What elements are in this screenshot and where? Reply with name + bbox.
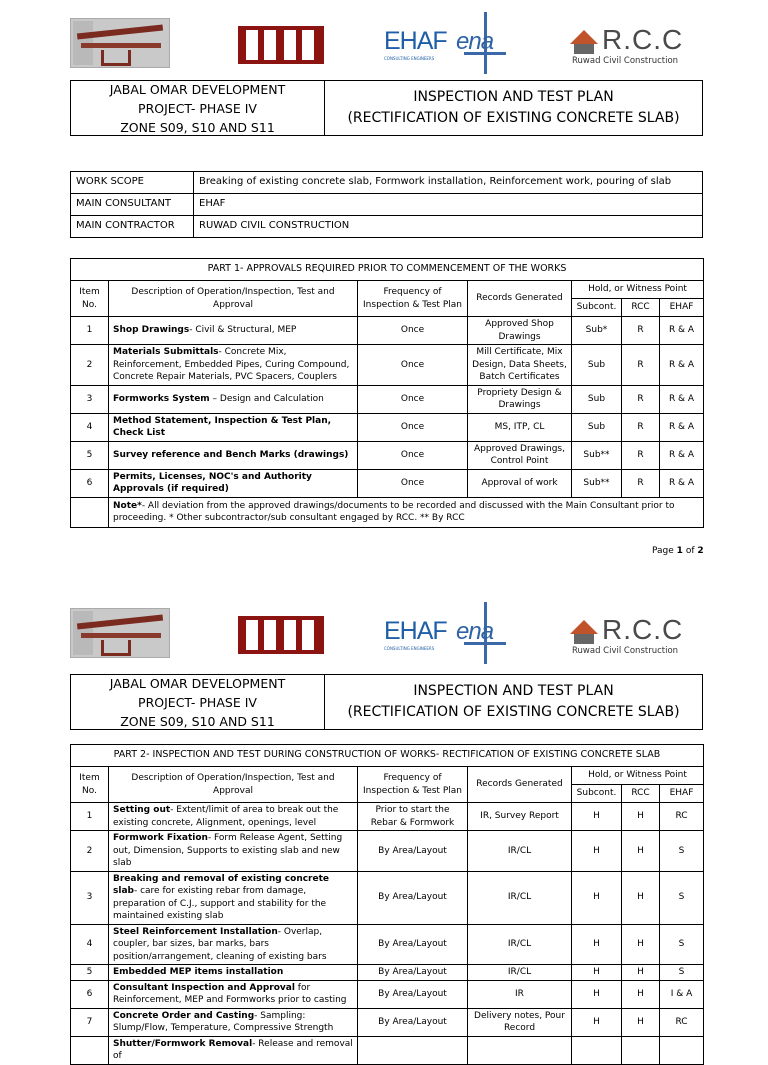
table-row: [71, 803, 704, 831]
table-row: [71, 441, 704, 469]
item-description: Method Statement, Inspection & Test Plan, Check List: [109, 413, 358, 441]
item-records: Approval of work: [468, 469, 572, 497]
item-rcc: H: [622, 871, 660, 924]
item-number: 5: [71, 441, 109, 469]
table-row: [71, 924, 704, 965]
project-info: [71, 675, 325, 729]
item-frequency: By Area/Layout: [358, 924, 468, 965]
col-freq: Frequency of Inspection & Test Plan: [358, 281, 468, 317]
part1-title: PART 1- APPROVALS REQUIRED PRIOR TO COMMENCEMENT OF THE WORKS: [71, 259, 704, 281]
item-rcc: R: [622, 317, 660, 345]
item-number: [71, 1036, 109, 1064]
document-title: [325, 81, 702, 135]
table-row: [71, 871, 704, 924]
document-title-line2: (RECTIFICATION OF EXISTING CONCRETE SLAB): [347, 110, 680, 126]
rcc-logo: R.C.C Ruwad Civil Construction: [572, 24, 684, 66]
note-text: Note*- All deviation from the approved drawings/documents to be recorded and discussed with the Main Consultant prior to proceeding. * Other subcontractor/sub consultant engaged by RCC. ** By RCC: [109, 497, 704, 527]
project-zone: ZONE S09, S10 AND S11: [120, 119, 275, 135]
item-number: 6: [71, 980, 109, 1008]
item-rcc: H: [622, 803, 660, 831]
item-rcc: [622, 1036, 660, 1064]
item-subcont: [572, 1036, 622, 1064]
item-frequency: Once: [358, 385, 468, 413]
item-description: Shop Drawings- Civil & Structural, MEP: [109, 317, 358, 345]
document-page-2: [0, 590, 768, 1061]
item-ehaf: [660, 1036, 704, 1064]
part1-table: [70, 258, 704, 528]
document-title-line1: INSPECTION AND TEST PLAN: [413, 89, 614, 105]
item-description: Concrete Order and Casting- Sampling: Slump/Flow, Temperature, Compressive Strength: [109, 1008, 358, 1036]
item-records: IR/CL: [468, 831, 572, 872]
item-frequency: By Area/Layout: [358, 965, 468, 981]
item-records: MS, ITP, CL: [468, 413, 572, 441]
col-item: Item No.: [71, 767, 109, 803]
item-frequency: Prior to start the Rebar & Formwork: [358, 803, 468, 831]
item-subcont: Sub: [572, 345, 622, 386]
item-ehaf: S: [660, 831, 704, 872]
item-subcont: Sub**: [572, 469, 622, 497]
project-info: [71, 81, 325, 135]
item-rcc: H: [622, 831, 660, 872]
item-records: IR: [468, 980, 572, 1008]
item-rcc: R: [622, 441, 660, 469]
project-zone: ZONE S09, S10 AND S11: [120, 713, 275, 729]
item-ehaf: S: [660, 965, 704, 981]
item-frequency: Once: [358, 345, 468, 386]
project-name: JABAL OMAR DEVELOPMENT: [109, 675, 286, 691]
item-description: Consultant Inspection and Approval for Reinforcement, MEP and Formworks prior to casting: [109, 980, 358, 1008]
item-number: 6: [71, 469, 109, 497]
item-rcc: H: [622, 965, 660, 981]
item-number: 1: [71, 803, 109, 831]
item-ehaf: R & A: [660, 385, 704, 413]
item-subcont: H: [572, 803, 622, 831]
item-number: 7: [71, 1008, 109, 1036]
table-row: [71, 317, 704, 345]
item-number: 1: [71, 317, 109, 345]
item-ehaf: R & A: [660, 469, 704, 497]
item-records: IR/CL: [468, 965, 572, 981]
item-description: Formwork Fixation- Form Release Agent, Setting out, Dimension, Supports to existing slab and new slab: [109, 831, 358, 872]
col-desc: Description of Operation/Inspection, Test and Approval: [109, 281, 358, 317]
hill-logo: [238, 616, 324, 654]
item-ehaf: I & A: [660, 980, 704, 1008]
item-ehaf: R & A: [660, 441, 704, 469]
item-ehaf: R & A: [660, 345, 704, 386]
item-number: 3: [71, 871, 109, 924]
table-row: [71, 831, 704, 872]
item-rcc: R: [622, 413, 660, 441]
col-item: Item No.: [71, 281, 109, 317]
item-frequency: Once: [358, 317, 468, 345]
item-frequency: By Area/Layout: [358, 1008, 468, 1036]
item-rcc: R: [622, 345, 660, 386]
project-name: JABAL OMAR DEVELOPMENT: [109, 81, 286, 97]
table-row: MAIN CONTRACTOR RUWAD CIVIL CONSTRUCTION: [71, 216, 703, 238]
item-description: Setting out- Extent/limit of area to break out the existing concrete, Alignment, openings, level: [109, 803, 358, 831]
item-subcont: H: [572, 965, 622, 981]
table-header: [71, 281, 704, 299]
table-row: [71, 413, 704, 441]
item-ehaf: R & A: [660, 413, 704, 441]
item-subcont: H: [572, 924, 622, 965]
rcc-logo: R.C.C Ruwad Civil Construction: [572, 614, 684, 656]
ehaf-logo: EHAF CONSULTING ENGINEERS: [384, 617, 447, 651]
item-frequency: [358, 1036, 468, 1064]
table-row: [71, 965, 704, 981]
item-description: Permits, Licenses, NOC's and Authority Approvals (if required): [109, 469, 358, 497]
col-rcc: RCC: [622, 785, 660, 803]
document-title-line1: INSPECTION AND TEST PLAN: [413, 683, 614, 699]
item-description: Formworks System – Design and Calculation: [109, 385, 358, 413]
note-row: [71, 497, 704, 527]
col-ehaf: EHAF: [660, 785, 704, 803]
item-records: Delivery notes, Pour Record: [468, 1008, 572, 1036]
item-number: 4: [71, 413, 109, 441]
item-frequency: By Area/Layout: [358, 980, 468, 1008]
item-ehaf: S: [660, 871, 704, 924]
table-row: MAIN CONSULTANT EHAF: [71, 194, 703, 216]
table-row: WORK SCOPE Breaking of existing concrete slab, Formwork installation, Reinforcement work, pouring of slab: [71, 172, 703, 194]
table-row: [71, 345, 704, 386]
col-hold: Hold, or Witness Point: [572, 767, 704, 785]
item-description: Embedded MEP items installation: [109, 965, 358, 981]
col-records: Records Generated: [468, 281, 572, 317]
item-records: [468, 1036, 572, 1064]
col-ehaf: EHAF: [660, 299, 704, 317]
item-subcont: H: [572, 980, 622, 1008]
col-desc: Description of Operation/Inspection, Test and Approval: [109, 767, 358, 803]
item-subcont: Sub: [572, 385, 622, 413]
item-description: Shutter/Formwork Removal- Release and removal of: [109, 1036, 358, 1064]
jabal-omar-logo: [70, 18, 170, 68]
item-records: IR/CL: [468, 924, 572, 965]
scope-table: [70, 171, 703, 238]
item-number: 3: [71, 385, 109, 413]
document-title: [325, 675, 702, 729]
table-header: [71, 767, 704, 785]
item-rcc: R: [622, 385, 660, 413]
title-block: [70, 674, 703, 730]
logo-strip: [70, 10, 702, 72]
col-hold: Hold, or Witness Point: [572, 281, 704, 299]
table-row: [71, 980, 704, 1008]
item-frequency: By Area/Layout: [358, 871, 468, 924]
item-records: IR, Survey Report: [468, 803, 572, 831]
col-subcont: Subcont.: [572, 785, 622, 803]
ena-logo: ena: [452, 12, 518, 74]
item-frequency: Once: [358, 441, 468, 469]
item-records: Approved Shop Drawings: [468, 317, 572, 345]
part2-table: [70, 744, 704, 1065]
item-ehaf: R & A: [660, 317, 704, 345]
item-frequency: By Area/Layout: [358, 831, 468, 872]
item-number: 5: [71, 965, 109, 981]
item-records: Mill Certificate, Mix Design, Data Sheets, Batch Certificates: [468, 345, 572, 386]
item-ehaf: RC: [660, 1008, 704, 1036]
item-description: Survey reference and Bench Marks (drawings): [109, 441, 358, 469]
item-number: 2: [71, 831, 109, 872]
project-phase: PROJECT- PHASE IV: [138, 694, 257, 710]
item-subcont: H: [572, 831, 622, 872]
item-records: Approved Drawings, Control Point: [468, 441, 572, 469]
item-rcc: H: [622, 1008, 660, 1036]
table-row: [71, 469, 704, 497]
ena-logo: ena: [452, 602, 518, 664]
item-subcont: Sub*: [572, 317, 622, 345]
item-frequency: Once: [358, 469, 468, 497]
col-rcc: RCC: [622, 299, 660, 317]
item-ehaf: S: [660, 924, 704, 965]
jabal-omar-logo: [70, 608, 170, 658]
item-frequency: Once: [358, 413, 468, 441]
item-rcc: H: [622, 980, 660, 1008]
table-row: [71, 1008, 704, 1036]
logo-strip: [70, 600, 702, 662]
project-phase: PROJECT- PHASE IV: [138, 100, 257, 116]
hill-logo: [238, 26, 324, 64]
item-records: Propriety Design & Drawings: [468, 385, 572, 413]
document-title-line2: (RECTIFICATION OF EXISTING CONCRETE SLAB): [347, 704, 680, 720]
item-rcc: H: [622, 924, 660, 965]
item-subcont: Sub: [572, 413, 622, 441]
item-subcont: Sub**: [572, 441, 622, 469]
item-description: Materials Submittals- Concrete Mix, Reinforcement, Embedded Pipes, Curing Compound, Concrete Repair Materials, PVC Spacers, Couplers: [109, 345, 358, 386]
item-description: Breaking and removal of existing concrete slab- care for existing rebar from damage, preparation of C.J., support and stability for the maintained existing slab: [109, 871, 358, 924]
item-description: Steel Reinforcement Installation- Overlap, coupler, bar sizes, bar marks, bars position/arrangement, cleaning of existing bars: [109, 924, 358, 965]
table-row: [71, 385, 704, 413]
col-records: Records Generated: [468, 767, 572, 803]
part2-title: PART 2- INSPECTION AND TEST DURING CONSTRUCTION OF WORKS- RECTIFICATION OF EXISTING CONCRETE SLAB: [71, 745, 704, 767]
ehaf-logo: EHAF CONSULTING ENGINEERS: [384, 27, 447, 61]
item-subcont: H: [572, 871, 622, 924]
item-subcont: H: [572, 1008, 622, 1036]
item-ehaf: RC: [660, 803, 704, 831]
item-number: 4: [71, 924, 109, 965]
col-freq: Frequency of Inspection & Test Plan: [358, 767, 468, 803]
table-row: [71, 1036, 704, 1064]
item-records: IR/CL: [468, 871, 572, 924]
col-subcont: Subcont.: [572, 299, 622, 317]
item-rcc: R: [622, 469, 660, 497]
title-block: [70, 80, 703, 136]
page-number: Page 1 of 2: [652, 546, 704, 556]
item-number: 2: [71, 345, 109, 386]
